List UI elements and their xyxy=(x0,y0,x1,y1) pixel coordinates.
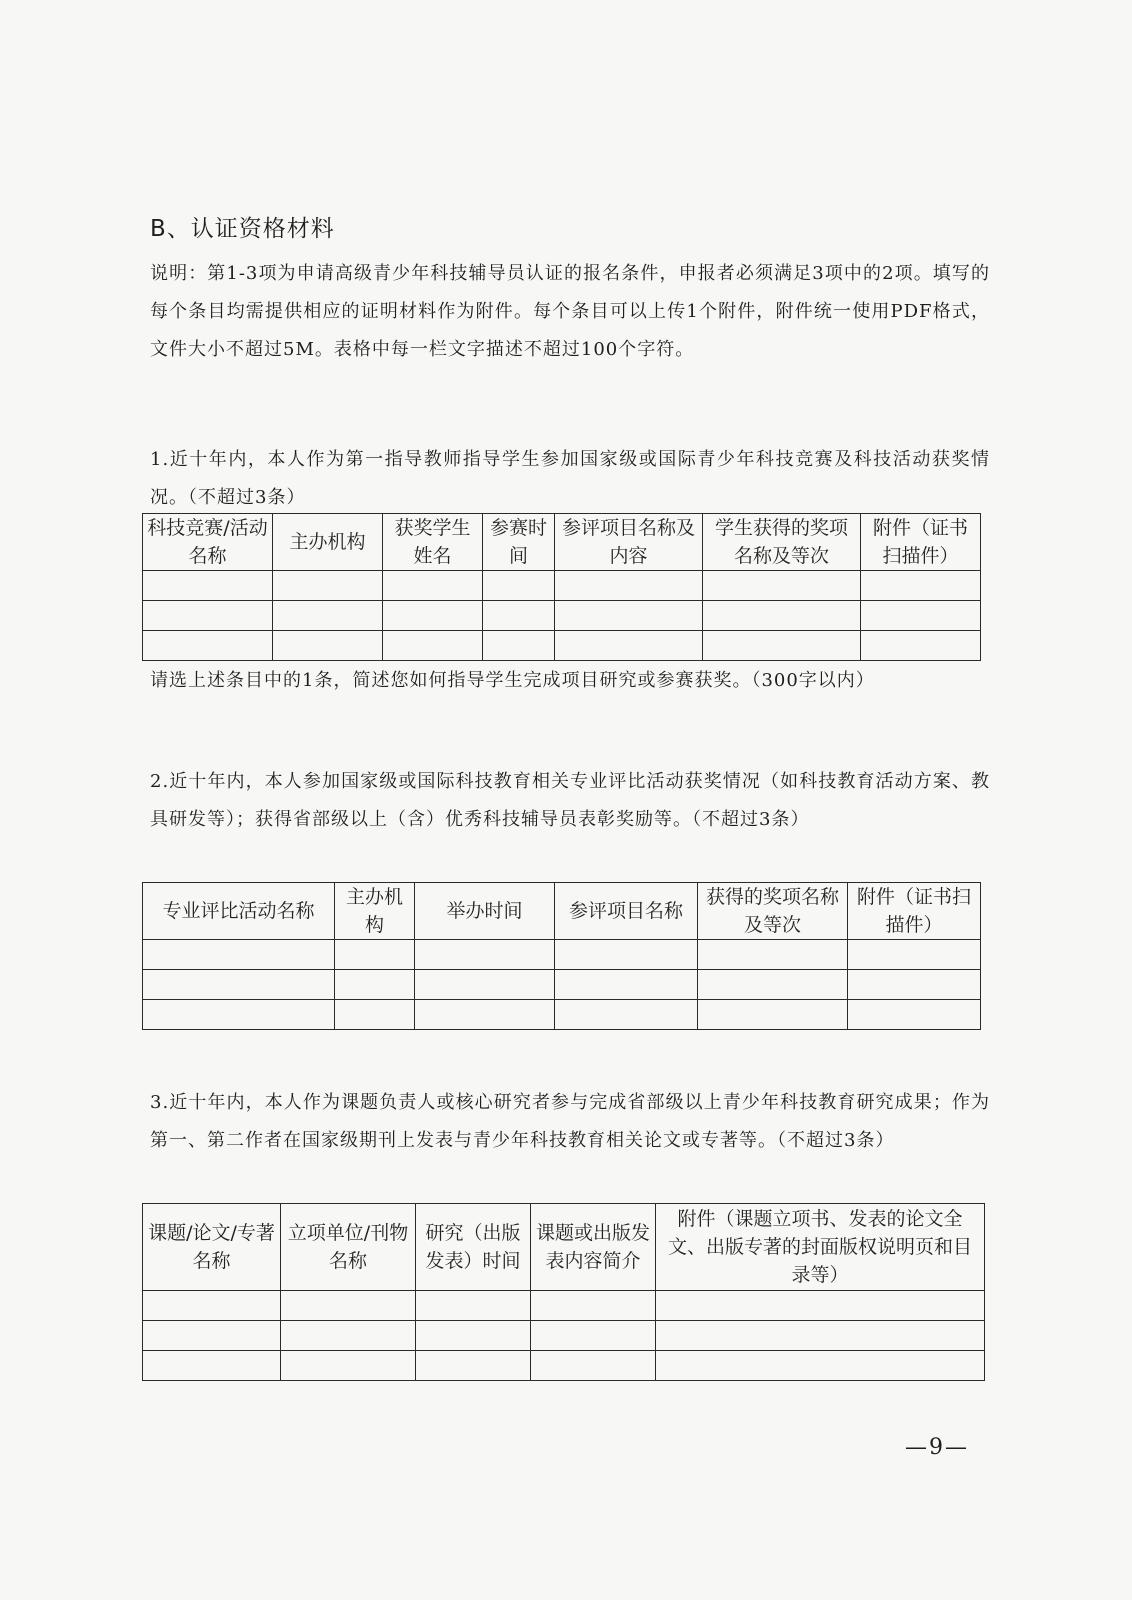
input-cell[interactable] xyxy=(555,601,703,631)
input-cell[interactable] xyxy=(483,601,555,631)
input-cell[interactable] xyxy=(415,1000,555,1030)
item3-text: 3.近十年内，本人作为课题负责人或核心研究者参与完成省部级以上青少年科技教育研究成果；作为第一、第二作者在国家级期刊上发表与青少年科技教育相关论文或专著等。（不超过3条） xyxy=(150,1092,990,1151)
input-cell[interactable] xyxy=(703,601,861,631)
input-cell[interactable] xyxy=(555,571,703,601)
input-cell[interactable] xyxy=(416,1351,531,1381)
input-cell[interactable] xyxy=(483,571,555,601)
input-cell[interactable] xyxy=(143,601,273,631)
input-cell[interactable] xyxy=(861,601,981,631)
input-cell[interactable] xyxy=(281,1291,416,1321)
header-cell: 举办时间 xyxy=(415,883,555,940)
header-cell: 获奖学生姓名 xyxy=(383,514,483,571)
input-cell[interactable] xyxy=(281,1321,416,1351)
table-row xyxy=(143,601,981,631)
input-cell[interactable] xyxy=(143,1291,281,1321)
header-cell: 获得的奖项名称及等次 xyxy=(698,883,848,940)
input-cell[interactable] xyxy=(416,1321,531,1351)
table-row xyxy=(143,1351,985,1381)
input-cell[interactable] xyxy=(656,1351,985,1381)
input-cell[interactable] xyxy=(335,970,415,1000)
input-cell[interactable] xyxy=(143,1000,335,1030)
item1-text: 1.近十年内，本人作为第一指导教师指导学生参加国家级或国际青少年科技竞赛及科技活动获奖情况。（不超过3条） xyxy=(150,449,990,508)
input-cell[interactable] xyxy=(703,631,861,661)
input-cell[interactable] xyxy=(416,1291,531,1321)
input-cell[interactable] xyxy=(531,1291,656,1321)
table-header-row xyxy=(143,514,981,571)
input-cell[interactable] xyxy=(281,1351,416,1381)
input-cell[interactable] xyxy=(415,970,555,1000)
table-row xyxy=(143,940,981,970)
header-cell: 课题/论文/专著名称 xyxy=(143,1204,281,1291)
header-cell: 附件（课题立项书、发表的论文全文、出版专著的封面版权说明页和目录等） xyxy=(656,1204,985,1291)
intro-paragraph: 说明：第1-3项为申请高级青少年科技辅导员认证的报名条件，申报者必须满足3项中的2项。填写的每个条目均需提供相应的证明材料作为附件。每个条目可以上传1个附件，附件统一使用PDF格式，文件大小不超过5M。表格中每一栏文字描述不超过100个字符。 xyxy=(150,263,990,360)
input-cell[interactable] xyxy=(698,1000,848,1030)
input-cell[interactable] xyxy=(703,571,861,601)
input-cell[interactable] xyxy=(555,970,698,1000)
input-cell[interactable] xyxy=(273,571,383,601)
input-cell[interactable] xyxy=(143,631,273,661)
header-cell: 研究（出版发表）时间 xyxy=(416,1204,531,1291)
table-row xyxy=(143,631,981,661)
input-cell[interactable] xyxy=(383,631,483,661)
input-cell[interactable] xyxy=(555,940,698,970)
section-title: B、认证资格材料 xyxy=(150,216,335,242)
input-cell[interactable] xyxy=(861,631,981,661)
header-cell: 参评项目名称 xyxy=(555,883,698,940)
input-cell[interactable] xyxy=(531,1321,656,1351)
item1-note: 请选上述条目中的1条，简述您如何指导学生完成项目研究或参赛获奖。（300字以内） xyxy=(150,670,875,691)
header-cell: 科技竞赛/活动名称 xyxy=(143,514,273,571)
header-cell: 主办机构 xyxy=(335,883,415,940)
input-cell[interactable] xyxy=(848,940,981,970)
input-cell[interactable] xyxy=(848,970,981,1000)
input-cell[interactable] xyxy=(143,970,335,1000)
input-cell[interactable] xyxy=(656,1321,985,1351)
header-cell: 附件（证书扫描件） xyxy=(848,883,981,940)
item2-text: 2.近十年内，本人参加国家级或国际科技教育相关专业评比活动获奖情况（如科技教育活动方案、教具研发等）；获得省部级以上（含）优秀科技辅导员表彰奖励等。（不超过3条） xyxy=(150,771,990,830)
input-cell[interactable] xyxy=(143,1321,281,1351)
input-cell[interactable] xyxy=(383,601,483,631)
input-cell[interactable] xyxy=(383,571,483,601)
input-cell[interactable] xyxy=(555,1000,698,1030)
header-cell: 主办机构 xyxy=(273,514,383,571)
header-cell: 课题或出版发表内容简介 xyxy=(531,1204,656,1291)
header-cell: 参赛时间 xyxy=(483,514,555,571)
table-row xyxy=(143,571,981,601)
input-cell[interactable] xyxy=(273,601,383,631)
input-cell[interactable] xyxy=(848,1000,981,1030)
input-cell[interactable] xyxy=(143,940,335,970)
table-header-row xyxy=(143,1204,985,1291)
page-number: —9— xyxy=(905,1435,969,1460)
item2-table xyxy=(142,882,981,1030)
header-cell: 参评项目名称及内容 xyxy=(555,514,703,571)
table-row xyxy=(143,1291,985,1321)
table-row xyxy=(143,970,981,1000)
input-cell[interactable] xyxy=(698,940,848,970)
table-row xyxy=(143,1000,981,1030)
header-cell: 专业评比活动名称 xyxy=(143,883,335,940)
header-cell: 立项单位/刊物名称 xyxy=(281,1204,416,1291)
input-cell[interactable] xyxy=(483,631,555,661)
item3-table xyxy=(142,1203,985,1381)
input-cell[interactable] xyxy=(415,940,555,970)
input-cell[interactable] xyxy=(335,940,415,970)
input-cell[interactable] xyxy=(555,631,703,661)
input-cell[interactable] xyxy=(656,1291,985,1321)
input-cell[interactable] xyxy=(273,631,383,661)
input-cell[interactable] xyxy=(143,571,273,601)
input-cell[interactable] xyxy=(861,571,981,601)
table-header-row xyxy=(143,883,981,940)
input-cell[interactable] xyxy=(143,1351,281,1381)
input-cell[interactable] xyxy=(698,970,848,1000)
header-cell: 学生获得的奖项名称及等次 xyxy=(703,514,861,571)
header-cell: 附件（证书扫描件） xyxy=(861,514,981,571)
item1-table xyxy=(142,513,981,661)
input-cell[interactable] xyxy=(531,1351,656,1381)
input-cell[interactable] xyxy=(335,1000,415,1030)
table-row xyxy=(143,1321,985,1351)
